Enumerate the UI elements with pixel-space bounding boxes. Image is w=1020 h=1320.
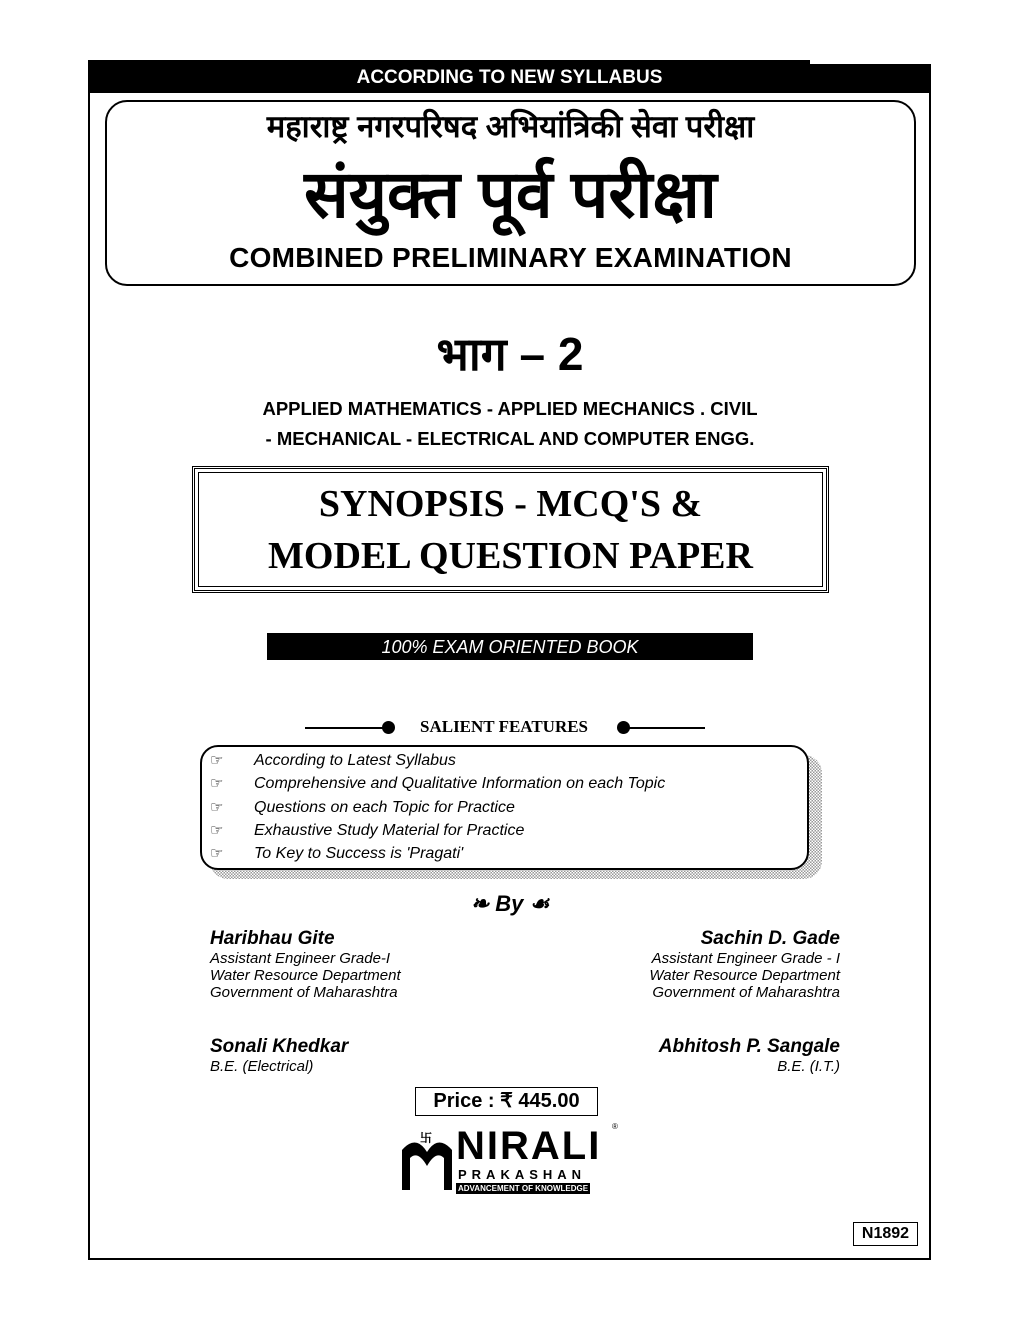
author-desc: Government of Maharashtra: [652, 984, 840, 1001]
author-desc: B.E. (Electrical): [210, 1058, 314, 1075]
author-desc: Assistant Engineer Grade - I: [651, 950, 840, 967]
features-heading: SALIENT FEATURES: [420, 717, 589, 736]
feature-item: [210, 772, 807, 795]
subjects-line-1: APPLIED MATHEMATICS - APPLIED MECHANICS . CIVIL: [262, 398, 758, 419]
feature-text: Exhaustive Study Material for Practice: [254, 821, 525, 839]
author-desc: Assistant Engineer Grade-I: [210, 950, 391, 967]
price-box: Price : ₹ 445.00: [415, 1087, 598, 1116]
feature-item: [210, 749, 807, 772]
feature-item: [210, 796, 807, 819]
features-box: [200, 745, 809, 870]
author-2: [649, 928, 840, 1001]
publisher-tagline: ADVANCEMENT OF KNOWLEDGE: [458, 1184, 589, 1193]
publisher-name: NIRALI: [456, 1124, 602, 1168]
by-line: [0, 890, 1020, 918]
hindi-subtitle: महाराष्ट्र नगरपरिषद अभियांत्रिकी सेवा परीक्षा: [266, 109, 755, 144]
synopsis-line-1: SYNOPSIS - MCQ'S &: [318, 483, 703, 525]
pointing-hand-icon: ☞: [210, 821, 224, 839]
synopsis-line-2: MODEL QUESTION PAPER: [268, 535, 753, 577]
feature-text: Comprehensive and Qualitative Information on each Topic: [254, 775, 666, 793]
book-emblem-icon: [398, 1128, 456, 1193]
divider-right: [625, 727, 705, 729]
feature-text: Questions on each Topic for Practice: [254, 798, 515, 816]
author-name: Sonali Khedkar: [210, 1036, 349, 1057]
divider-left: [305, 727, 390, 729]
author-desc: Water Resource Department: [210, 967, 401, 984]
ornament-right-icon: ☙: [523, 891, 550, 916]
pointing-hand-icon: ☞: [210, 752, 224, 769]
author-1: [210, 928, 401, 1001]
author-3: [210, 1036, 348, 1075]
title-box: [105, 100, 916, 286]
author-desc: Government of Maharashtra: [210, 984, 398, 1001]
author-desc: B.E. (I.T.): [777, 1058, 840, 1075]
author-name: Sachin D. Gade: [700, 928, 840, 949]
registered-icon: ®: [612, 1122, 618, 1131]
synopsis-box: [192, 466, 829, 593]
feature-item: [210, 842, 807, 865]
book-code: N1892: [853, 1222, 918, 1246]
part-number: भाग – 2: [436, 328, 584, 380]
author-4: [659, 1036, 840, 1075]
pointing-hand-icon: ☞: [210, 798, 224, 816]
publisher-logo: [398, 1122, 618, 1196]
svg-text:卐: 卐: [420, 1131, 433, 1145]
ornament-left-icon: ❧: [470, 891, 496, 916]
feature-text: According to Latest Syllabus: [254, 752, 456, 769]
syllabus-banner: ACCORDING TO NEW SYLLABUS: [88, 60, 931, 93]
tagline-bar: 100% EXAM ORIENTED BOOK: [267, 633, 753, 660]
hindi-title: संयुक्त पूर्व परीक्षा: [304, 157, 717, 231]
banner-notch: [810, 60, 931, 64]
english-title: COMBINED PRELIMINARY EXAMINATION: [229, 242, 792, 273]
feature-item: [210, 819, 807, 842]
author-name: Haribhau Gite: [210, 928, 335, 949]
author-name: Abhitosh P. Sangale: [658, 1036, 840, 1057]
by-label: By: [495, 891, 524, 916]
bullet-dot-left: [382, 721, 395, 734]
feature-text: To Key to Success is 'Pragati': [254, 845, 464, 863]
publisher-sub: PRAKASHAN: [458, 1167, 587, 1182]
author-desc: Water Resource Department: [649, 967, 840, 984]
pointing-hand-icon: ☞: [210, 845, 224, 863]
pointing-hand-icon: ☞: [210, 775, 224, 793]
subjects-line-2: - MECHANICAL - ELECTRICAL AND COMPUTER ENGG.: [265, 428, 755, 449]
